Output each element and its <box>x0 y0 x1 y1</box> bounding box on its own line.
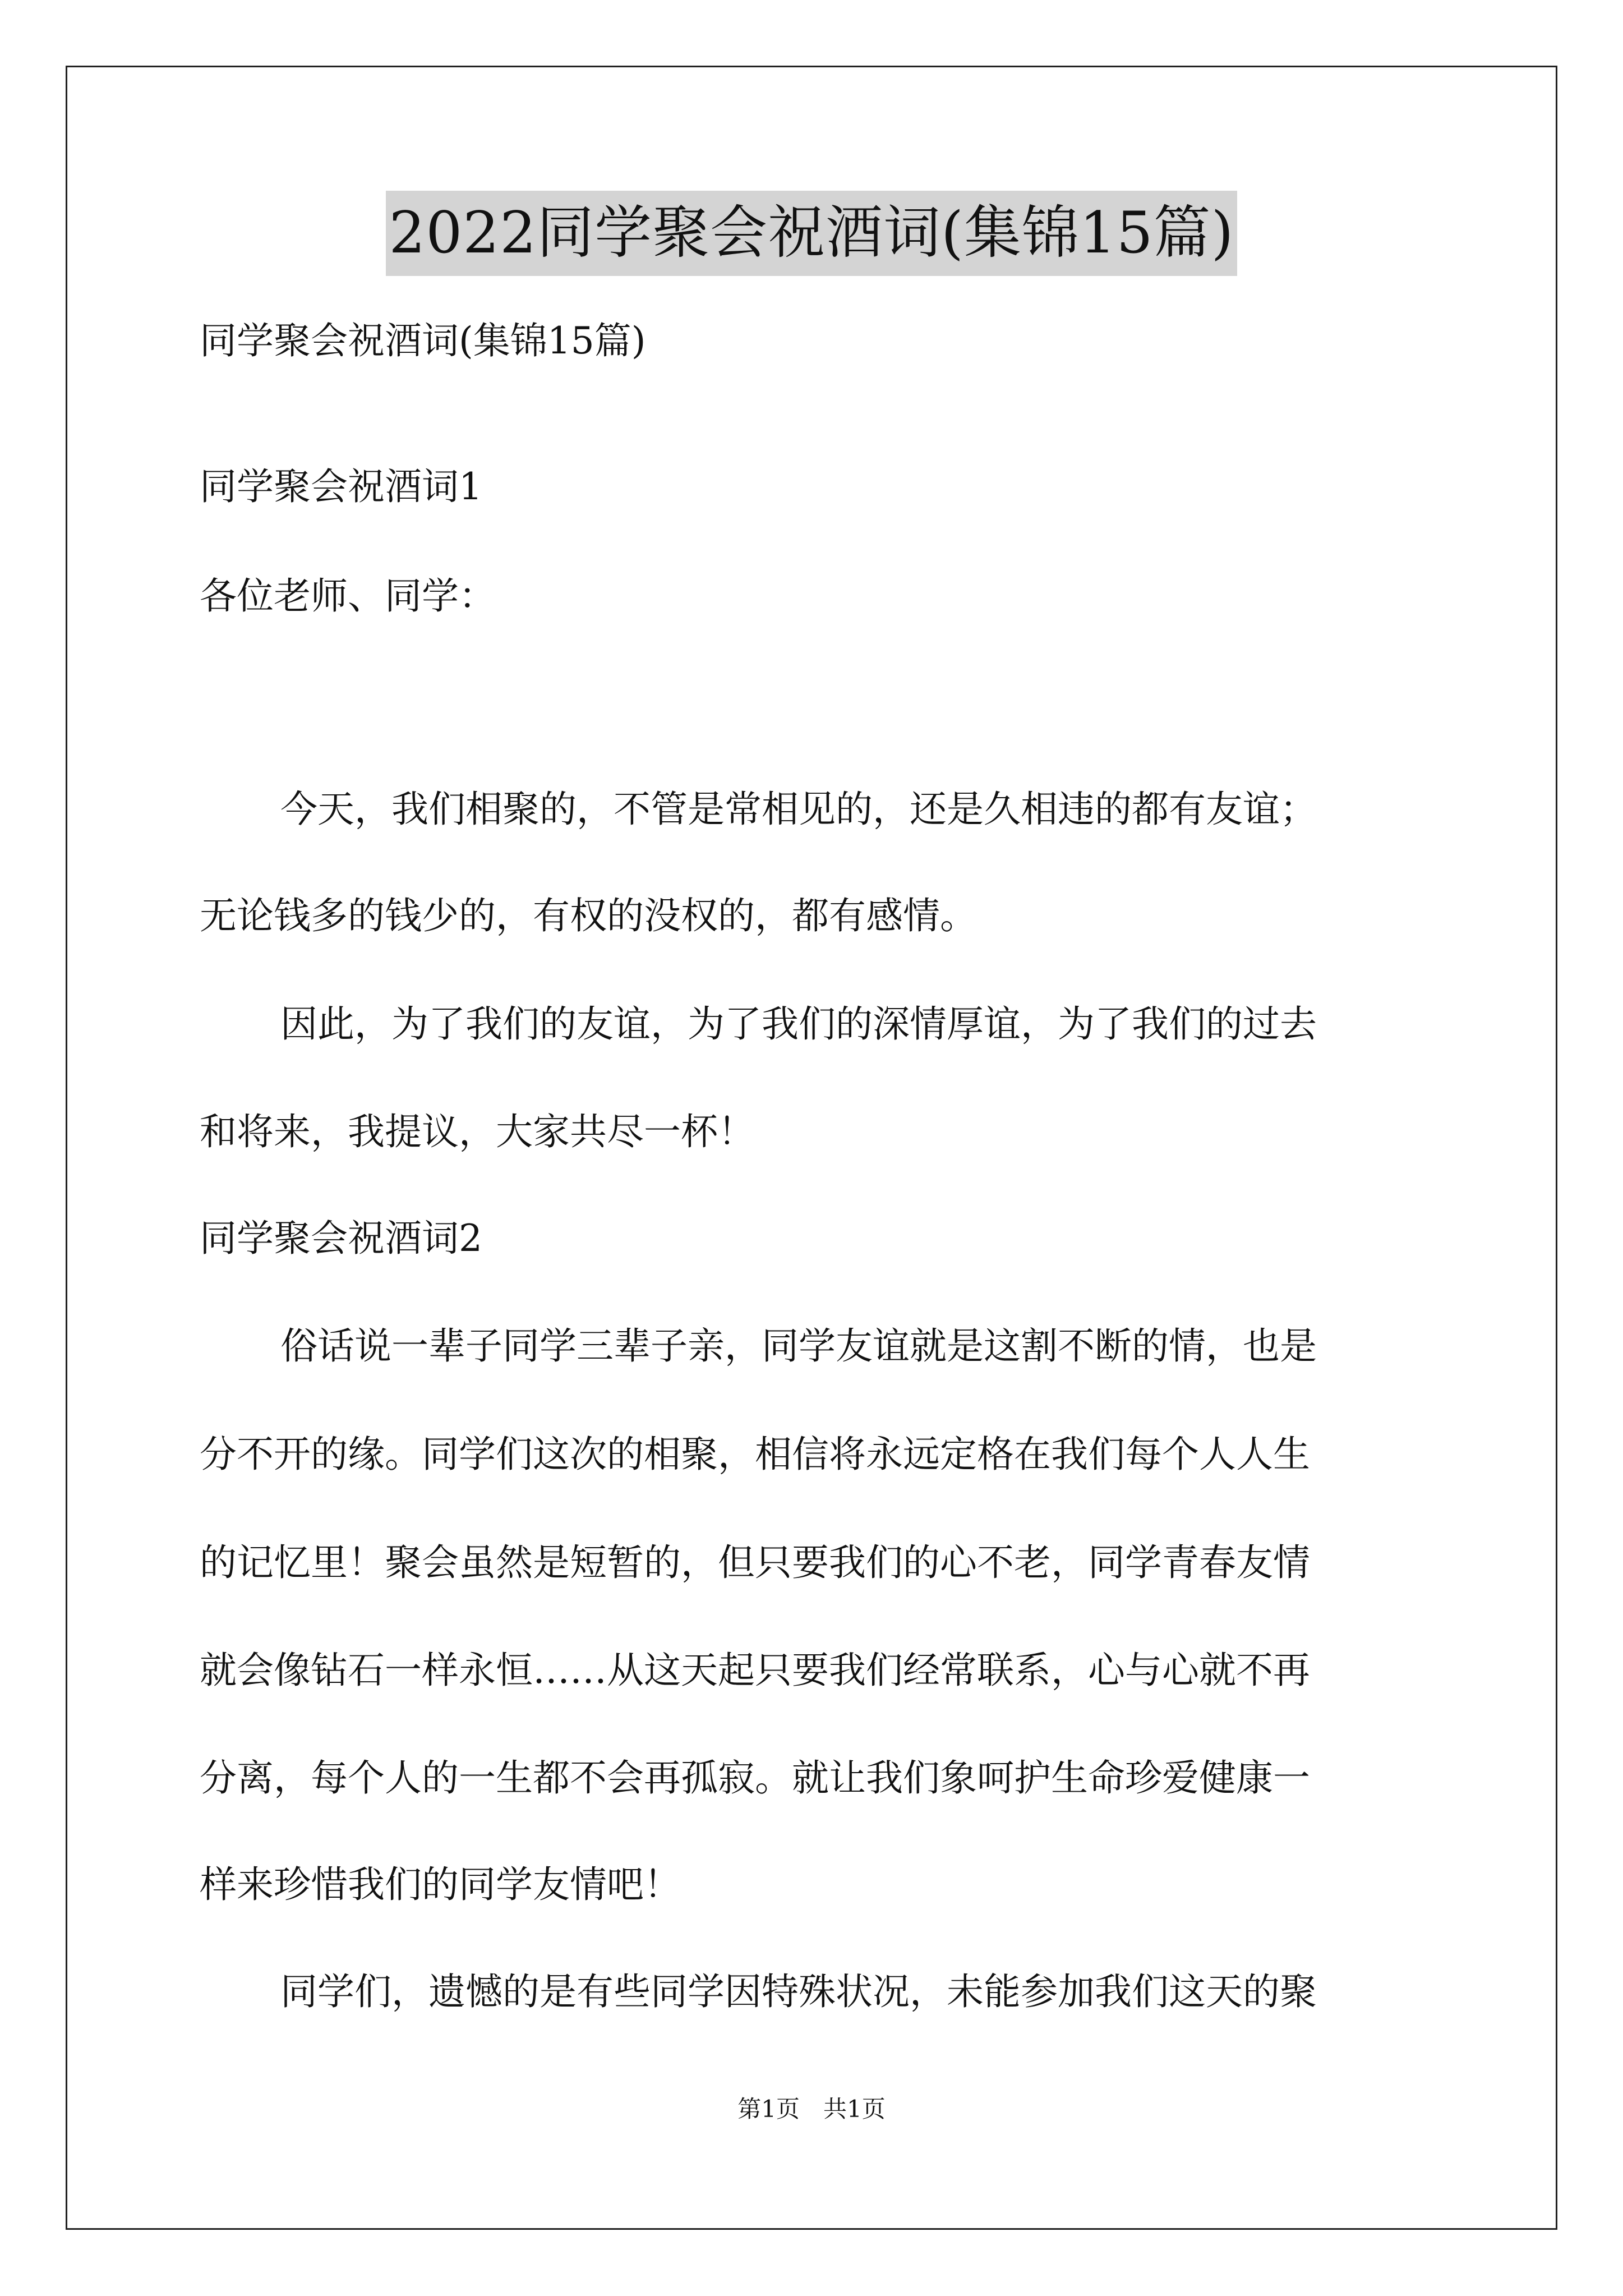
document-subtitle: 同学聚会祝酒词(集锦15篇) <box>200 319 646 362</box>
paragraph-1-line-2: 无论钱多的钱少的，有权的没权的，都有感情。 <box>200 894 977 937</box>
paragraph-3-line-5: 分离，每个人的一生都不会再孤寂。就让我们象呵护生命珍爱健康一 <box>200 1756 1310 1800</box>
page-footer: 第1页 共1页 <box>737 2095 886 2123</box>
paragraph-3-line-6: 样来珍惜我们的同学友情吧！ <box>200 1863 681 1906</box>
paragraph-3-line-1: 俗话说一辈子同学三辈子亲，同学友谊就是这割不断的情，也是 <box>280 1324 1317 1368</box>
paragraph-1-line-1: 今天，我们相聚的，不管是常相见的，还是久相违的都有友谊； <box>280 788 1317 831</box>
document-title: 2022同学聚会祝酒词(集锦15篇) <box>386 191 1238 276</box>
paragraph-3-line-3: 的记忆里！聚会虽然是短暂的，但只要我们的心不老，同学青春友情 <box>200 1541 1310 1584</box>
salutation: 各位老师、同学： <box>200 574 496 618</box>
title-container <box>0 191 1623 276</box>
section-2-heading: 同学聚会祝酒词2 <box>200 1217 482 1260</box>
paragraph-2-line-1: 因此，为了我们的友谊，为了我们的深情厚谊，为了我们的过去 <box>280 1002 1317 1046</box>
paragraph-4-line-1: 同学们，遗憾的是有些同学因特殊状况，未能参加我们这天的聚 <box>280 1970 1317 2013</box>
paragraph-2-line-2: 和将来，我提议，大家共尽一杯！ <box>200 1110 755 1153</box>
section-1-heading: 同学聚会祝酒词1 <box>200 465 482 508</box>
paragraph-3-line-4: 就会像钻石一样永恒……从这天起只要我们经常联系，心与心就不再 <box>200 1649 1310 1692</box>
paragraph-3-line-2: 分不开的缘。同学们这次的相聚，相信将永远定格在我们每个人人生 <box>200 1433 1310 1476</box>
